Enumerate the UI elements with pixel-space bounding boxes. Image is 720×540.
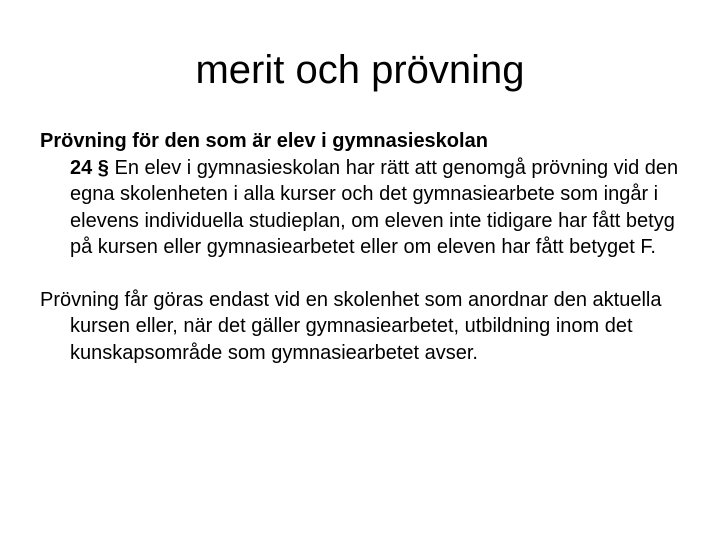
paragraph-text: En elev i gymnasieskolan har rätt att genomgå prövning vid den egna skolenheten i alla kurser och det gymnasiearbete som ingår i elevens individuella studieplan, om eleven inte tidigare har fått betyg på kursen eller gymnasiearbetet eller om eleven har fått betyget F.	[70, 156, 679, 258]
paragraph-text: Prövning får göras endast vid en skolenhet som anordnar den aktuella kursen eller, när det gäller gymnasiearbetet, utbildning inom det kunskapsområde som gymnasiearbetet avser.	[40, 288, 662, 364]
section-number: 24 §	[70, 156, 109, 179]
paragraph-heading: Prövning för den som är elev i gymnasieskolan	[40, 130, 488, 152]
slide-title: merit och prövning	[195, 48, 525, 92]
slide-body	[40, 128, 690, 366]
paragraph-provning-skolenhet	[40, 287, 690, 367]
paragraph-provning-elev	[40, 128, 690, 261]
